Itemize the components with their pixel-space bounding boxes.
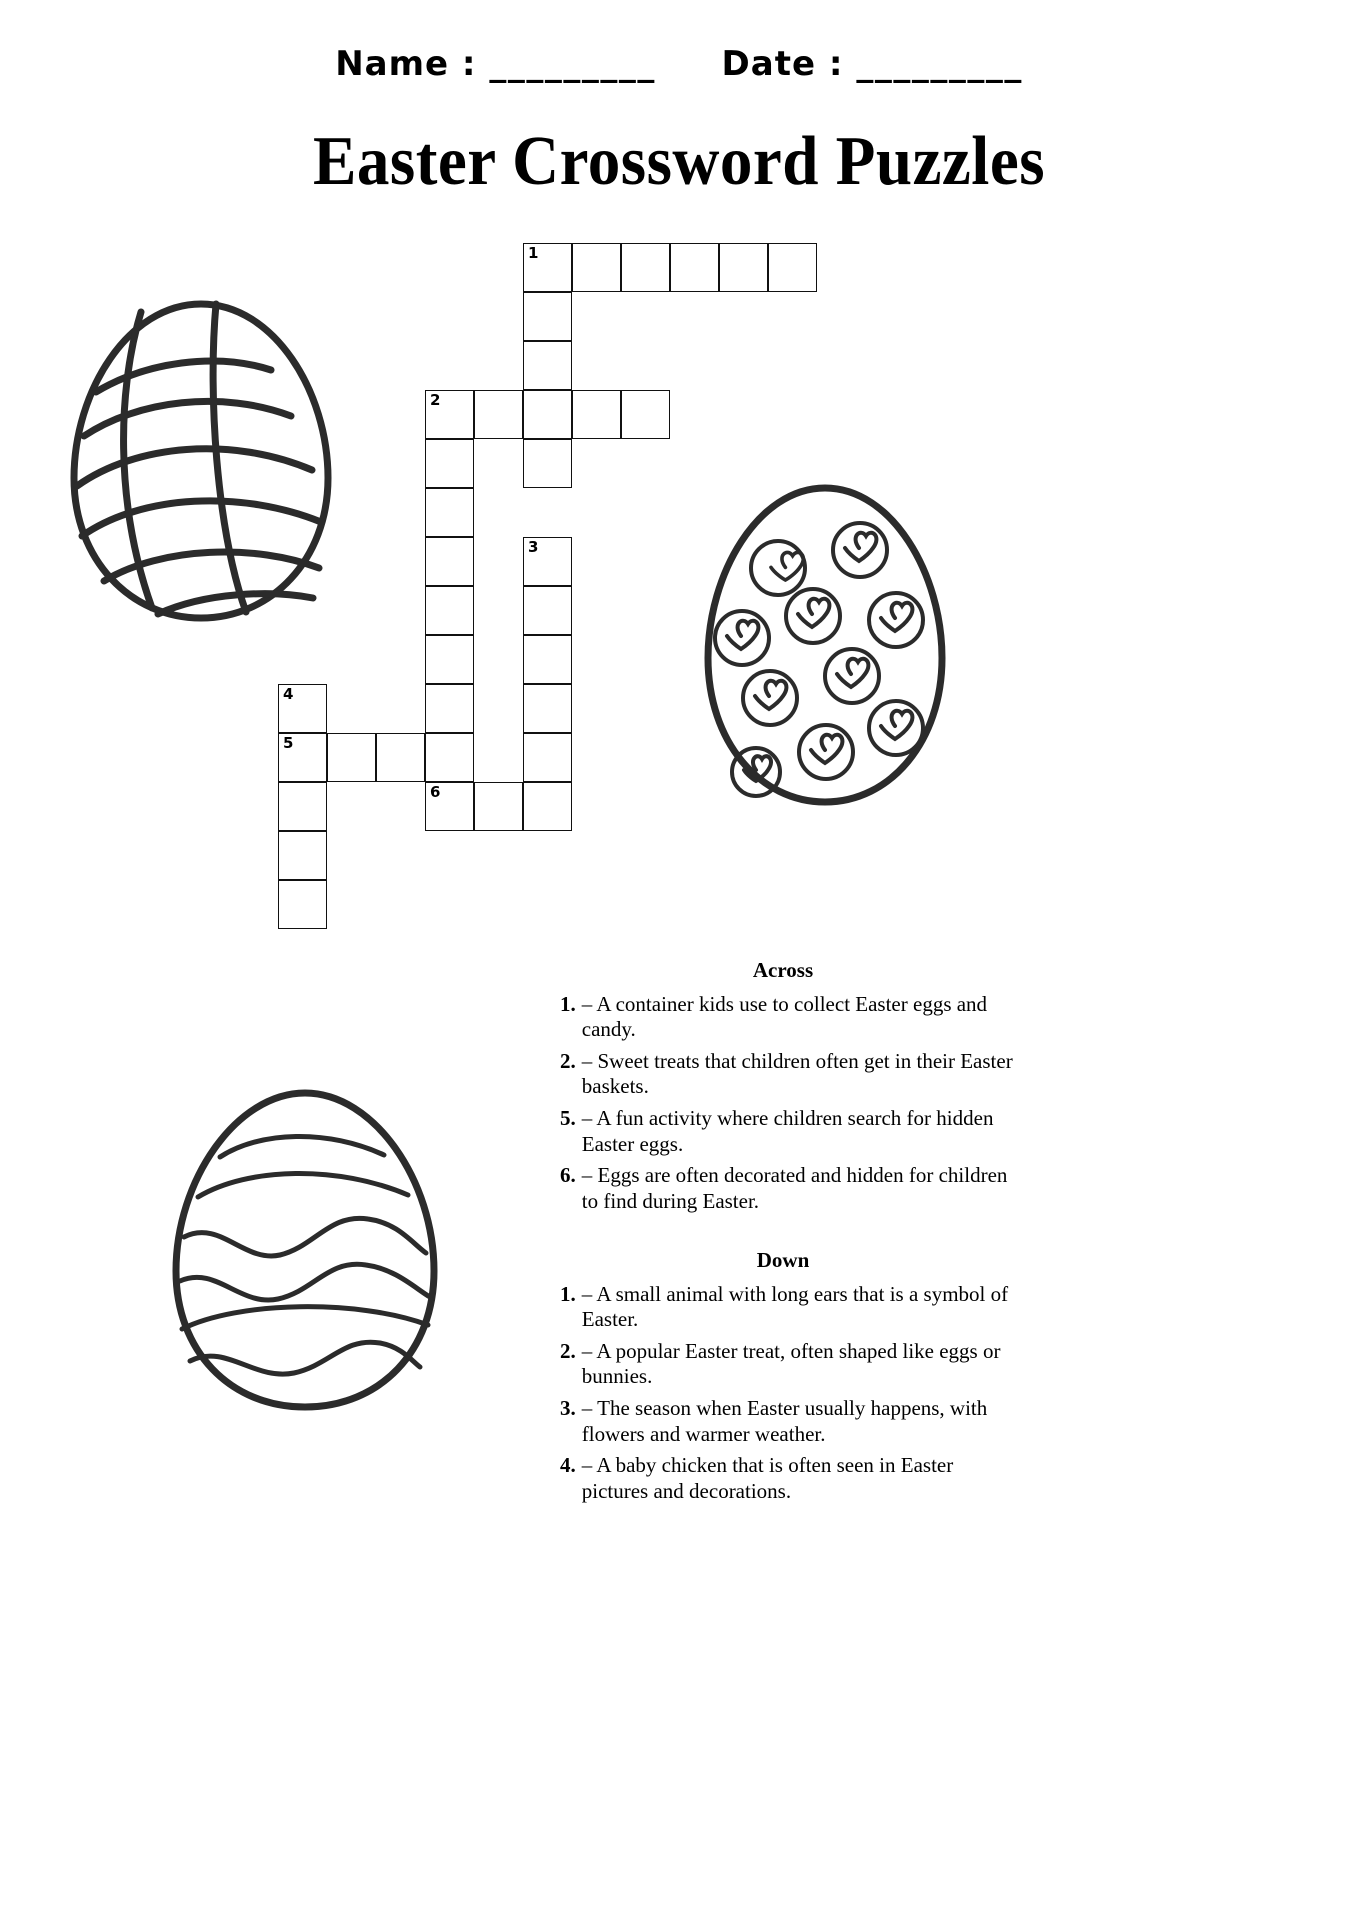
crossword-cell-r10-c1[interactable] <box>327 733 376 782</box>
across-heading: Across <box>752 958 814 982</box>
crossword-cell-r7-c3[interactable] <box>425 586 474 635</box>
clue-down-3 <box>548 1396 1018 1447</box>
down-heading: Down <box>756 1248 810 1272</box>
cell-number: 3 <box>528 538 539 556</box>
clue-text: – Sweet treats that children often get in their Easter baskets. <box>581 1048 1013 1099</box>
clue-across-2 <box>548 1049 1018 1100</box>
crossword-cell-r4-c5[interactable] <box>523 439 572 488</box>
crossword-cell-r0-c5[interactable] <box>523 243 572 292</box>
crossword-cell-r11-c3[interactable] <box>425 782 474 831</box>
date-blank-field[interactable]: _________ <box>856 44 1023 84</box>
crossword-cell-r3-c7[interactable] <box>621 390 670 439</box>
clue-number: 2. <box>560 1048 576 1073</box>
clue-text: – A baby chicken that is often seen in Easter pictures and decorations. <box>581 1453 954 1503</box>
crossword-cell-r0-c6[interactable] <box>572 243 621 292</box>
crossword-cell-r2-c5[interactable] <box>523 341 572 390</box>
crossword-cell-r10-c3[interactable] <box>425 733 474 782</box>
clue-across-5 <box>548 1106 1018 1157</box>
clue-text: – Eggs are often decorated and hidden for children to find during Easter. <box>581 1163 1008 1213</box>
crossword-cell-r6-c5[interactable] <box>523 537 572 586</box>
clue-text: – A small animal with long ears that is a symbol of Easter. <box>581 1281 1009 1332</box>
crossword-cell-r7-c5[interactable] <box>523 586 572 635</box>
easter-egg-waves-icon <box>168 1085 443 1415</box>
crossword-cell-r10-c0[interactable] <box>278 733 327 782</box>
clue-number: 4. <box>560 1453 576 1478</box>
crossword-cell-r8-c5[interactable] <box>523 635 572 684</box>
crossword-cell-r3-c4[interactable] <box>474 390 523 439</box>
date-label: Date : <box>721 44 844 84</box>
crossword-cell-r8-c3[interactable] <box>425 635 474 684</box>
crossword-cell-r3-c3[interactable] <box>425 390 474 439</box>
clue-number: 5. <box>560 1106 576 1131</box>
crossword-cell-r11-c5[interactable] <box>523 782 572 831</box>
clue-text: – A fun activity where children search for hidden Easter eggs. <box>581 1106 994 1156</box>
easter-egg-hearts-icon <box>700 480 950 810</box>
cell-number: 1 <box>528 244 539 262</box>
crossword-cell-r0-c10[interactable] <box>768 243 817 292</box>
clue-number: 3. <box>560 1396 576 1421</box>
cell-number: 5 <box>283 734 294 752</box>
clue-text: – A popular Easter treat, often shaped like eggs or bunnies. <box>581 1338 1001 1389</box>
cell-number: 2 <box>430 391 441 409</box>
clue-down-4 <box>548 1453 1018 1504</box>
crossword-cell-r5-c3[interactable] <box>425 488 474 537</box>
crossword-cell-r10-c5[interactable] <box>523 733 572 782</box>
clue-down-1 <box>548 1282 1018 1333</box>
crossword-cell-r11-c0[interactable] <box>278 782 327 831</box>
crossword-cell-r1-c5[interactable] <box>523 292 572 341</box>
crossword-cell-r3-c5[interactable] <box>523 390 572 439</box>
crossword-cell-r6-c3[interactable] <box>425 537 474 586</box>
crossword-cell-r12-c0[interactable] <box>278 831 327 880</box>
name-blank-field[interactable]: _________ <box>489 44 656 84</box>
clue-across-6 <box>548 1163 1018 1214</box>
clue-number: 6. <box>560 1163 576 1188</box>
crossword-cell-r11-c4[interactable] <box>474 782 523 831</box>
crossword-cell-r10-c2[interactable] <box>376 733 425 782</box>
crossword-cell-r13-c0[interactable] <box>278 880 327 929</box>
clues-down-section <box>548 1248 1018 1510</box>
clue-number: 1. <box>560 991 576 1016</box>
name-label: Name : <box>335 44 477 84</box>
crossword-cell-r0-c7[interactable] <box>621 243 670 292</box>
crossword-cell-r9-c0[interactable] <box>278 684 327 733</box>
crossword-cell-r3-c6[interactable] <box>572 390 621 439</box>
name-date-line <box>0 44 1358 84</box>
clues-across-section <box>548 958 1018 1220</box>
cell-number: 4 <box>283 685 294 703</box>
cell-number: 6 <box>430 783 441 801</box>
page-title: Easter Crossword Puzzles <box>313 123 1045 200</box>
crossword-cell-r0-c9[interactable] <box>719 243 768 292</box>
clue-across-1 <box>548 992 1018 1043</box>
crossword-cell-r9-c5[interactable] <box>523 684 572 733</box>
clue-text: – The season when Easter usually happens, with flowers and warmer weather. <box>581 1396 988 1446</box>
clue-down-2 <box>548 1339 1018 1390</box>
clue-text: – A container kids use to collect Easter eggs and candy. <box>581 991 988 1042</box>
clue-number: 1. <box>560 1281 576 1306</box>
crossword-cell-r9-c3[interactable] <box>425 684 474 733</box>
easter-egg-striped-icon <box>66 296 336 626</box>
crossword-cell-r4-c3[interactable] <box>425 439 474 488</box>
clue-number: 2. <box>560 1338 576 1363</box>
crossword-cell-r0-c8[interactable] <box>670 243 719 292</box>
